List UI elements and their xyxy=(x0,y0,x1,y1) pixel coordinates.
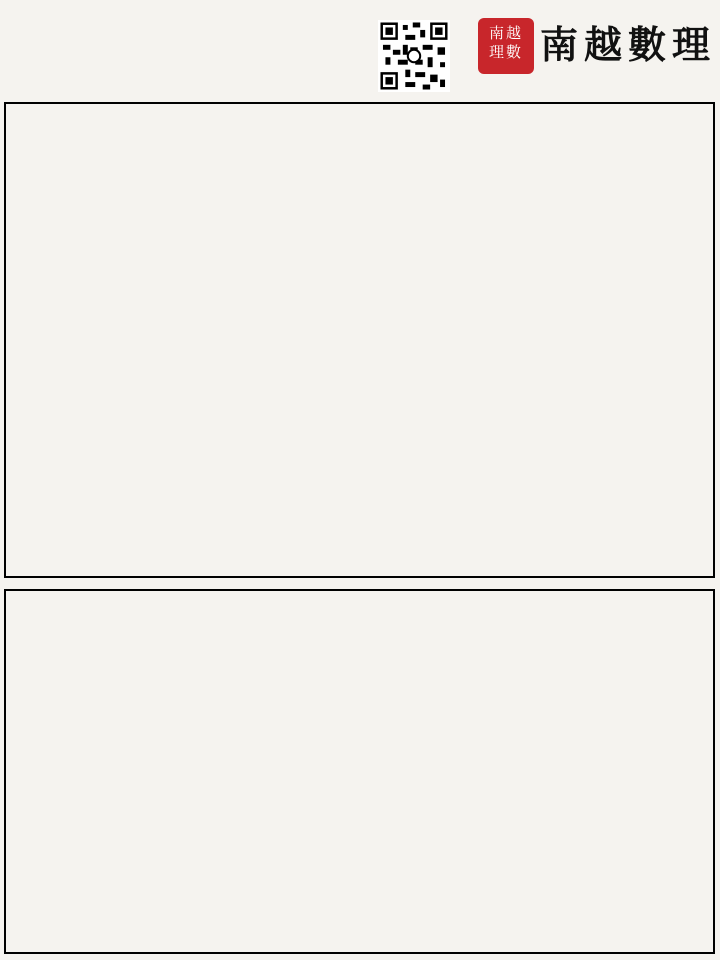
annual-luck-table xyxy=(4,589,715,954)
brand-title-logo: 南越數理 xyxy=(540,22,717,67)
brand-seal-logo: 南越 理數 xyxy=(478,18,534,74)
pillars-chart xyxy=(4,102,715,578)
qr-code-icon xyxy=(378,20,450,92)
header xyxy=(0,0,720,100)
